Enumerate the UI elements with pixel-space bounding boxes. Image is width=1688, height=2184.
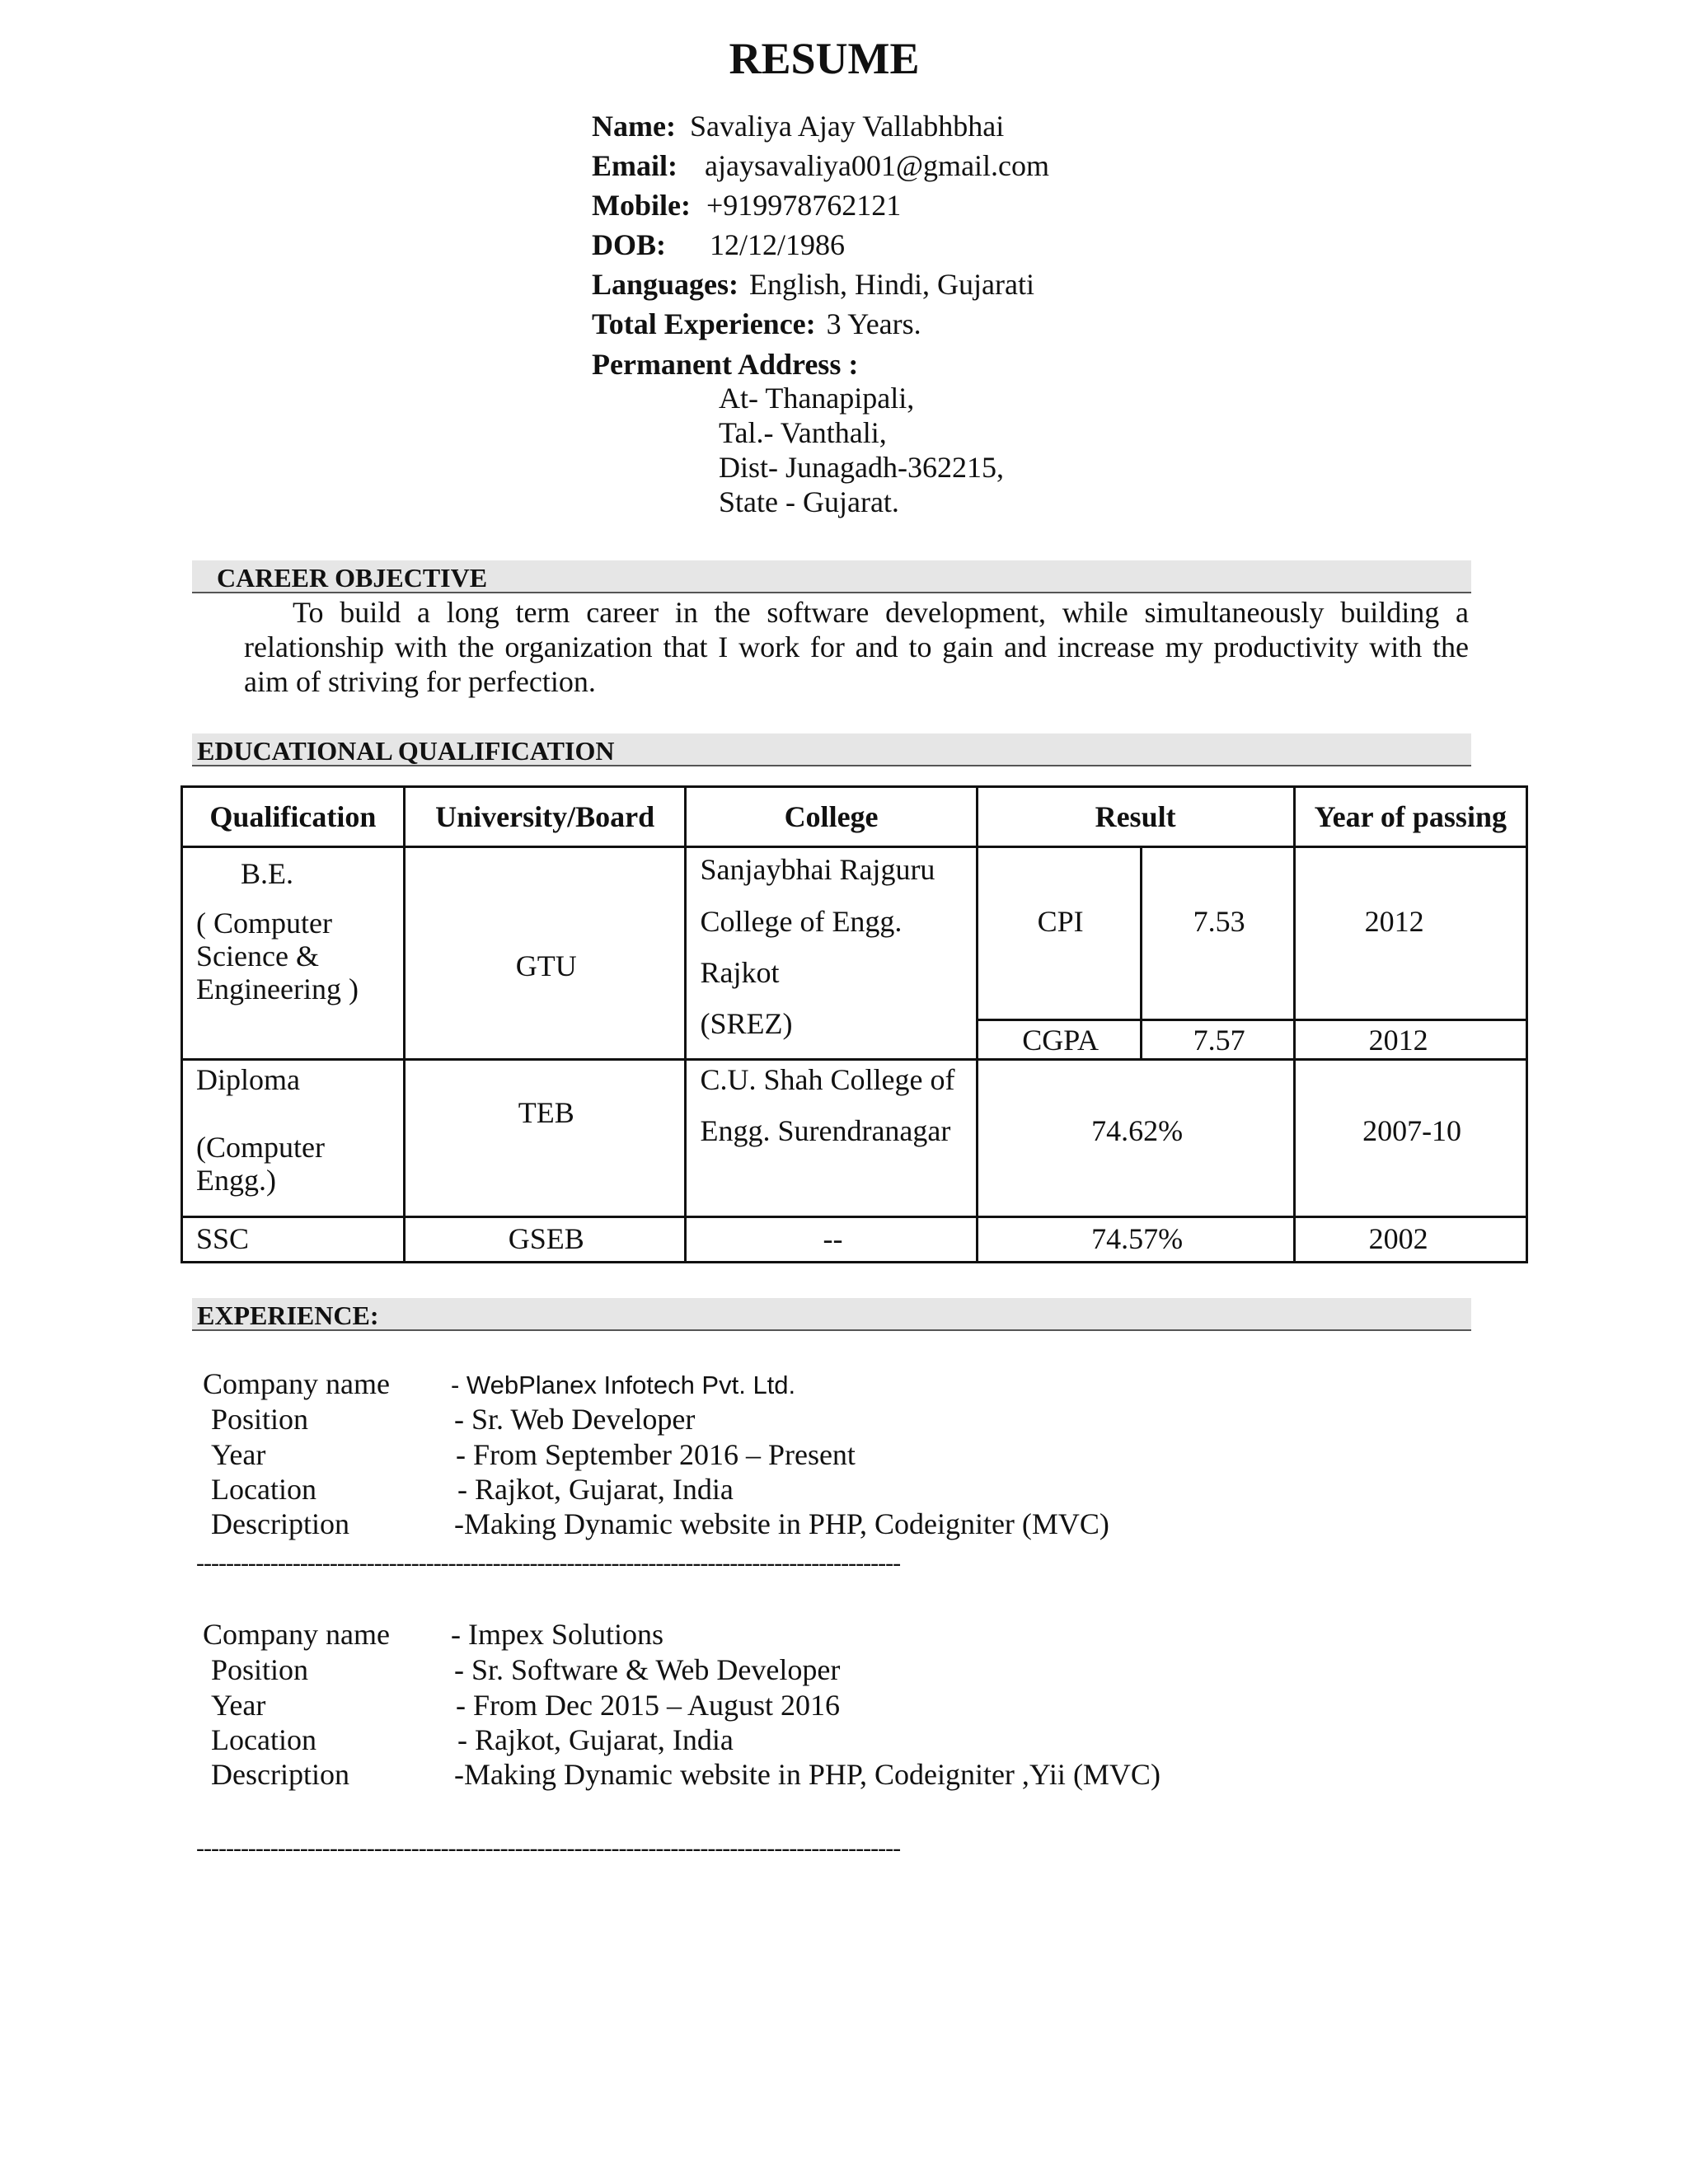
education-header — [192, 733, 1471, 766]
column-header: University/Board — [404, 787, 686, 847]
result-cell — [977, 1060, 1294, 1217]
qualification-detail: Science & — [196, 940, 319, 972]
job-label: Year — [211, 1438, 266, 1471]
board-cell — [404, 1060, 686, 1217]
job-description: -Making Dynamic website in PHP, Codeigniter (MVC) — [454, 1507, 1109, 1540]
job-company: - Impex Solutions — [451, 1618, 663, 1651]
qualification-name: B.E. — [241, 857, 294, 890]
dob-row — [592, 227, 846, 262]
result-value-cell — [1142, 847, 1295, 1020]
job-label: Location — [211, 1723, 316, 1756]
job-location: - Rajkot, Gujarat, India — [457, 1473, 734, 1506]
result-value-cell — [1142, 1020, 1295, 1060]
table-row — [182, 1060, 1527, 1217]
job-separator: ----------------------------------------------------------------------------------------------- — [196, 1549, 901, 1577]
year-value: 2007-10 — [1362, 1114, 1462, 1147]
languages-value: English, Hindi, Gujarati — [749, 268, 1034, 301]
year-cell — [1294, 1060, 1526, 1217]
table-row — [182, 1217, 1527, 1263]
page-title: RESUME — [729, 34, 920, 83]
result-label-cell — [977, 847, 1141, 1020]
experience-row — [592, 307, 921, 341]
mobile-label: Mobile: — [592, 189, 691, 222]
address-label: Permanent Address : — [592, 348, 859, 381]
job-label: Position — [211, 1403, 309, 1436]
email-value: ajaysavaliya001@gmail.com — [705, 149, 1050, 182]
qualification-cell — [182, 1217, 405, 1263]
job-year: - From September 2016 – Present — [456, 1438, 856, 1471]
cpi-year: 2012 — [1364, 905, 1424, 938]
experience-header — [192, 1298, 1471, 1331]
job-label: Description — [211, 1507, 349, 1540]
qualification-cell — [182, 1060, 405, 1217]
mobile-value: +919978762121 — [706, 189, 902, 222]
address-line: At- Thanapipali, — [719, 382, 915, 415]
education-table — [181, 785, 1528, 1263]
result-value: 74.57% — [1091, 1222, 1184, 1255]
college-line: Engg. Surendranagar — [700, 1114, 951, 1147]
experience-value: 3 Years. — [826, 307, 921, 340]
job-label: Company name — [203, 1367, 390, 1400]
email-row — [592, 148, 1049, 183]
name-label: Name: — [592, 110, 676, 143]
address-line: State - Gujarat. — [719, 485, 899, 518]
education-heading: EDUCATIONAL QUALIFICATION — [197, 736, 615, 766]
job-label: Year — [211, 1689, 266, 1722]
name-value: Savaliya Ajay Vallabhbhai — [689, 110, 1005, 143]
job-separator: ----------------------------------------------------------------------------------------------- — [196, 1835, 901, 1862]
board-name: GTU — [515, 949, 577, 982]
result-value: 74.62% — [1091, 1114, 1184, 1147]
board-name: TEB — [518, 1096, 574, 1129]
qualification-detail: Engg.) — [196, 1164, 276, 1197]
dob-value: 12/12/1986 — [710, 228, 846, 261]
year-cell — [1294, 1217, 1526, 1263]
mobile-row — [592, 188, 901, 223]
job-location: - Rajkot, Gujarat, India — [457, 1723, 734, 1756]
college-cell — [686, 1217, 977, 1263]
career-objective-header — [192, 560, 1471, 593]
board-cell — [404, 1217, 686, 1263]
job-label: Position — [211, 1653, 309, 1686]
address-line: Dist- Junagadh-362215, — [719, 451, 1004, 484]
result-label-cell — [977, 1020, 1141, 1060]
college-line: Rajkot — [700, 956, 780, 989]
objective-line: relationship with the organization that I work for and to gain and increase my productivity with the — [244, 630, 1469, 663]
cgpa-value: 7.57 — [1193, 1024, 1245, 1057]
year-cell — [1294, 1020, 1526, 1060]
languages-row — [592, 267, 1034, 302]
name-row — [592, 109, 1004, 143]
job-company: - WebPlanex Infotech Pvt. Ltd. — [451, 1371, 796, 1399]
result-cell — [977, 1217, 1294, 1263]
career-objective-heading: CAREER OBJECTIVE — [217, 563, 488, 593]
experience-heading: EXPERIENCE: — [197, 1301, 379, 1330]
languages-label: Languages: — [592, 268, 739, 301]
objective-line: To build a long term career in the software development, while simultaneously building a — [293, 596, 1469, 629]
column-header: College — [686, 787, 977, 847]
column-header: Qualification — [182, 787, 405, 847]
qualification-detail: (Computer — [196, 1131, 325, 1164]
college-line: (SREZ) — [700, 1007, 793, 1040]
year-value: 2002 — [1368, 1222, 1428, 1255]
job-label: Description — [211, 1758, 349, 1791]
address-line: Tal.- Vanthali, — [719, 416, 887, 449]
objective-line: aim of striving for perfection. — [244, 665, 596, 698]
college-cell — [686, 1060, 977, 1217]
college-line: C.U. Shah College of — [700, 1063, 955, 1096]
board-name: GSEB — [508, 1222, 584, 1255]
dob-label: DOB: — [592, 228, 666, 261]
college-line: College of Engg. — [700, 905, 903, 938]
college-line: Sanjaybhai Rajguru — [700, 853, 935, 886]
experience-label: Total Experience: — [592, 307, 816, 340]
job-position: - Sr. Software & Web Developer — [454, 1653, 841, 1686]
table-row — [182, 847, 1527, 1020]
job-year: - From Dec 2015 – August 2016 — [456, 1689, 840, 1722]
job-label: Company name — [203, 1618, 390, 1651]
cgpa-year: 2012 — [1368, 1024, 1428, 1057]
college-line: -- — [823, 1222, 843, 1255]
table-header-row — [182, 787, 1527, 847]
email-label: Email: — [592, 149, 678, 182]
job-label: Location — [211, 1473, 316, 1506]
qualification-detail: Engineering ) — [196, 972, 359, 1005]
column-header: Result — [977, 787, 1294, 847]
qualification-name: SSC — [196, 1222, 250, 1255]
cgpa-label: CGPA — [1022, 1024, 1099, 1057]
column-header: Year of passing — [1294, 787, 1526, 847]
job-description: -Making Dynamic website in PHP, Codeigniter ,Yii (MVC) — [454, 1758, 1160, 1791]
qualification-detail: ( Computer — [196, 907, 332, 940]
cpi-label: CPI — [1037, 905, 1084, 938]
board-cell — [404, 847, 686, 1060]
college-cell — [686, 847, 977, 1060]
qualification-cell — [182, 847, 405, 1060]
year-cell — [1294, 847, 1526, 1020]
cpi-value: 7.53 — [1193, 905, 1245, 938]
job-position: - Sr. Web Developer — [454, 1403, 696, 1436]
qualification-name: Diploma — [196, 1063, 300, 1096]
